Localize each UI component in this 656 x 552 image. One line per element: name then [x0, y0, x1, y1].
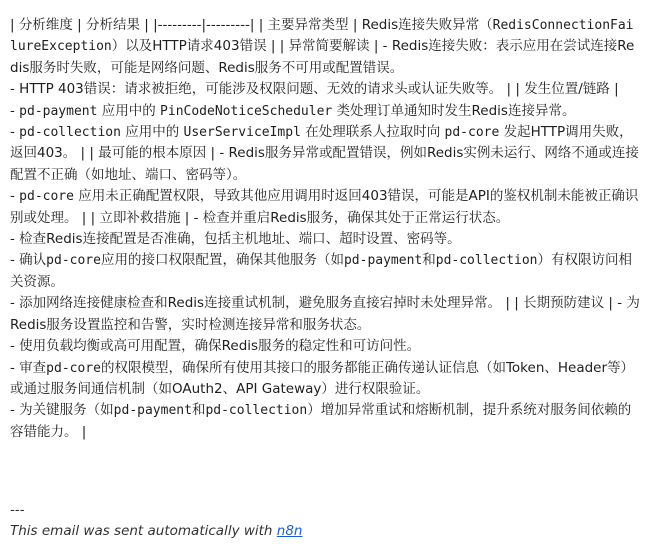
report-text: 发起HTTP调用失败，返回403。 | | 最可能的根本原因 | - Redis服务异常或配置错误，例如Redis实例未运行、网络不通或连接配置不正确（如地址、端口、密码等）。	[10, 124, 639, 183]
report-text: -	[10, 124, 20, 141]
app-name: pd-core	[46, 360, 101, 376]
footer-separator: ---	[10, 502, 25, 518]
report-line-http403: - HTTP 403错误：请求被拒绝，可能涉及权限问题、无效的请求头或认证失败等。 | | 发生位置/链路 |	[10, 81, 619, 98]
app-name: pd-core	[444, 125, 500, 141]
report-text: - 确认	[10, 252, 47, 269]
report-text: 类处理订单通知时发生Redis连接异常。	[332, 102, 576, 119]
report-text: 和	[422, 252, 436, 269]
report-text: | 分析维度 | 分析结果 | |---------|---------| | 主要异常类型 | Redis连接失败异常（	[10, 17, 493, 33]
report-line-payment	[10, 101, 640, 122]
report-line-healthcheck: - 添加网络连接健康检查和Redis连接重试机制，避免服务直接宕掉时未处理异常。 | | 长期预防建议 | - 为Redis服务设置监控和告警，实时检测连接异常和服务状态。	[10, 295, 640, 333]
footer-note-text: This email was sent automatically with	[10, 523, 277, 539]
report-text: 应用未正确配置权限，导致其他应用调用时返回403错误，可能是API的鉴权机制未能被正确识别或处理。 | | 立即补救措施 | - 检查并重启Redis服务，确保其处于正常运行状态。	[10, 188, 639, 226]
report-line-check-redis: - 检查Redis连接配置是否准确，包括主机地址、端口、超时设置、密码等。	[10, 231, 461, 248]
app-name: pd-collection	[435, 253, 538, 269]
report-text: -	[10, 188, 20, 205]
report-text: 的权限模型，确保所有使用其接口的服务都能正确传递认证信息（如Token、Header等）或通过服务间通信机制（如OAuth2、API Gateway）进行权限验证。	[10, 359, 635, 397]
report-line-load-balance: - 使用负载均衡或高可用配置，确保Redis服务的稳定性和可访问性。	[10, 338, 421, 355]
footer-note	[10, 521, 302, 542]
app-name: pd-collection	[19, 125, 121, 141]
app-name: pd-core	[46, 253, 101, 269]
app-name: pd-payment	[343, 253, 423, 269]
report-text: ）增加异常重试和熔断机制，提升系统对服务间依赖的容错能力。 |	[10, 402, 632, 440]
report-line-core	[10, 186, 640, 229]
report-line-collection	[10, 122, 640, 186]
class-name: PinCodeNoticeScheduler	[160, 103, 333, 119]
app-name: pd-core	[19, 189, 74, 205]
exception-name: RedisConnectionFailureException	[10, 18, 634, 55]
report-line-circuit-breaker	[10, 400, 640, 443]
report-line-permissions	[10, 250, 640, 293]
report-line-audit	[10, 358, 640, 401]
app-name: pd-payment	[19, 103, 98, 119]
email-footer	[10, 500, 302, 542]
report-text: 应用的接口权限配置，确保其他服务（如	[100, 252, 344, 269]
app-name: pd-collection	[205, 403, 308, 419]
app-name: pd-payment	[113, 403, 192, 419]
email-body	[10, 15, 640, 443]
report-text: ）有权限访问相关资源。	[10, 252, 632, 290]
class-name: UserServiceImpl	[183, 125, 301, 141]
report-text: - 审查	[10, 359, 47, 376]
report-paragraph-1	[10, 15, 640, 79]
report-text: 应用中的	[97, 102, 161, 119]
n8n-link[interactable]: n8n	[276, 523, 303, 539]
report-text: 和	[191, 402, 206, 419]
report-text: 应用中的	[120, 124, 184, 141]
report-text: - 为关键服务（如	[10, 402, 114, 419]
report-text: -	[10, 102, 20, 119]
report-text: 在处理联系人拉取时向	[300, 124, 445, 141]
report-text: ）以及HTTP请求403错误 | | 异常简要解读 | - Redis连接失败：表示应用在尝试连接Redis服务时失败，可能是网络问题、Redis服务不可用或配置错误。	[10, 38, 635, 76]
